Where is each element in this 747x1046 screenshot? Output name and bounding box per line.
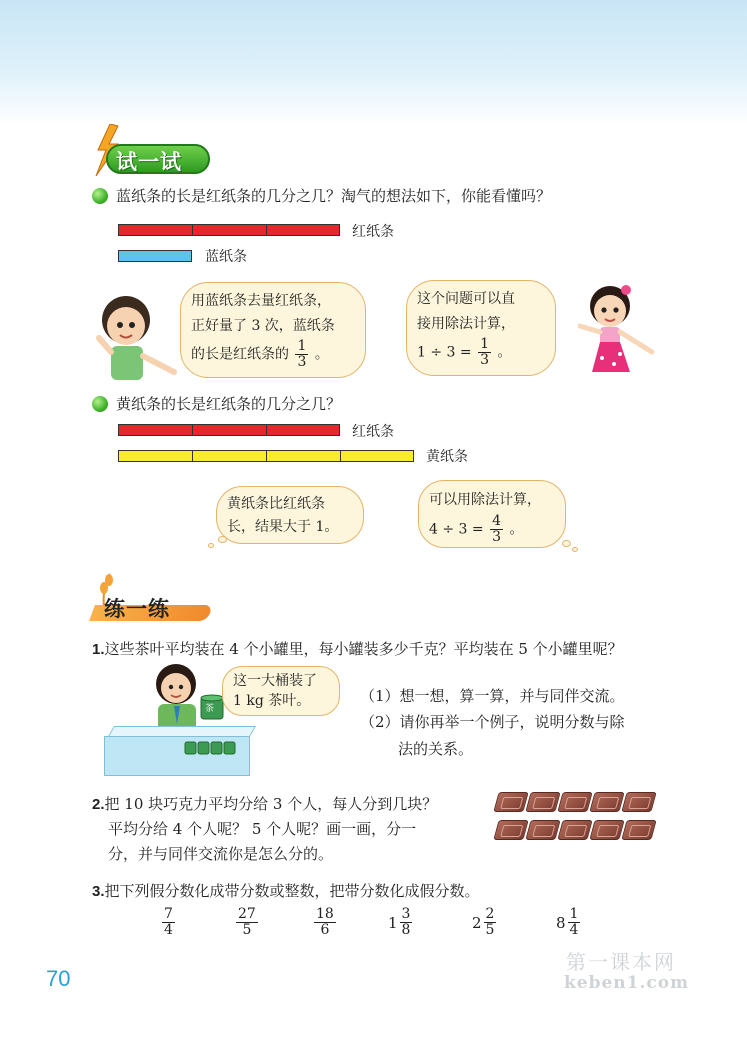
practice-1-sub-2-cont: 法的关系。: [398, 740, 474, 758]
practice-2-line2: 平均分给 4 个人呢？ 5 个人呢？画一画，分一: [108, 820, 417, 838]
practice-2: 2.把 10 块巧克力平均分给 3 个人，每人分到几块？: [92, 795, 438, 813]
practice-section-banner: [92, 585, 212, 625]
chocolate-bar: [557, 792, 592, 812]
boy-bubble-line2: 正好量了 3 次，蓝纸条: [191, 318, 335, 334]
try-question-2: 黄纸条的长是红纸条的几分之几？: [116, 395, 342, 413]
red-strip-label: 红纸条: [352, 424, 394, 440]
yellow-strip-label: 黄纸条: [426, 449, 468, 465]
fraction-item-5: 2 $\frac{2}{5}$: [472, 906, 495, 938]
red-strip: [118, 224, 340, 236]
page-number: 70: [46, 966, 71, 991]
fraction: $\frac{4}{3}$: [492, 513, 502, 545]
chocolate-bar: [621, 820, 656, 840]
bullet-icon: [92, 396, 108, 412]
thought1-line1: 黄纸条比红纸条: [227, 496, 325, 512]
boy-illustration: [96, 292, 182, 384]
try-section-title: 试一试: [116, 150, 182, 174]
teacher-speech-bubble: [222, 666, 340, 716]
practice-section-title: 练一练: [104, 597, 170, 621]
practice-2-line3: 分，并与同伴交流你是怎么分的。: [108, 845, 334, 863]
chocolate-bar: [493, 820, 528, 840]
fraction-item-4: 1 $\frac{3}{8}$: [388, 906, 411, 938]
fraction-item-6: 8 $\frac{1}{4}$: [556, 906, 579, 938]
practice-1-sub-1: （1）想一想，算一算，并与同伴交流。: [360, 687, 625, 705]
thought-puff: [218, 536, 227, 543]
boy-speech-bubble: [180, 282, 366, 378]
thought-bubble-1: [216, 486, 364, 544]
watermark-text: 第一课本网: [566, 950, 676, 974]
bullet-icon: [92, 188, 108, 204]
header-band: [0, 0, 747, 125]
chocolate-bar: [621, 792, 656, 812]
practice-3: 3.把下列假分数化成带分数或整数，把带分数化成假分数。: [92, 882, 480, 900]
watermark-url: keben1.com: [564, 973, 690, 993]
tea-bucket-label: 茶: [205, 704, 215, 714]
girl-illustration: [574, 280, 660, 380]
thought-puff: [572, 547, 578, 552]
chocolate-bar: [493, 792, 528, 812]
boy-bubble-line3: 的长是红纸条的 $\frac{1}{3}$ 。: [191, 338, 329, 370]
chocolate-bar: [589, 792, 624, 812]
try-section-banner: [92, 140, 210, 178]
fraction-item-2: $\frac{27}{5}$: [238, 906, 256, 938]
fraction-item-1: $\frac{7}{4}$: [164, 906, 173, 938]
girl-bubble-line1: 这个问题可以直: [417, 291, 515, 307]
thought-puff: [562, 540, 571, 547]
practice-1: 1.这些茶叶平均装在 4 个小罐里，每小罐装多少千克？平均装在 5 个小罐里呢？: [92, 640, 623, 658]
boy-bubble-line1: 用蓝纸条去量红纸条，: [191, 293, 331, 309]
fraction: $\frac{1}{3}$: [480, 336, 490, 368]
red-strip-label: 红纸条: [352, 224, 394, 240]
chocolate-bar: [525, 792, 560, 812]
girl-bubble-line3: 1 ÷ 3 = $\frac{1}{3}$ 。: [417, 336, 512, 368]
fraction-item-3: $\frac{18}{6}$: [316, 906, 334, 938]
blue-strip: [118, 250, 192, 262]
girl-bubble-line2: 接用除法计算，: [417, 316, 515, 332]
chocolate-bar: [589, 820, 624, 840]
tea-jars-icon: [184, 740, 238, 756]
teacher-bubble-line1: 这一大桶装了: [233, 673, 317, 689]
chocolate-bar: [525, 820, 560, 840]
chocolate-bar: [557, 820, 592, 840]
thought2-line1: 可以用除法计算，: [429, 492, 541, 508]
try-question-1: 蓝纸条的长是红纸条的几分之几？淘气的想法如下，你能看懂吗？: [116, 187, 552, 205]
teacher-bubble-line2: 1 kg 茶叶。: [233, 693, 311, 709]
girl-speech-bubble: [406, 280, 556, 376]
practice-1-sub-2: （2）请你再举一个例子，说明分数与除: [360, 713, 625, 731]
blue-strip-label: 蓝纸条: [205, 249, 247, 265]
thought1-line2: 长，结果大于 1。: [227, 519, 339, 535]
thought-puff: [208, 543, 214, 548]
fraction: $\frac{1}{3}$: [297, 338, 307, 370]
red-strip: [118, 424, 340, 436]
yellow-strip: [118, 450, 414, 462]
thought2-line2: 4 ÷ 3 = $\frac{4}{3}$ 。: [429, 513, 524, 545]
thought-bubble-2: [418, 480, 566, 548]
